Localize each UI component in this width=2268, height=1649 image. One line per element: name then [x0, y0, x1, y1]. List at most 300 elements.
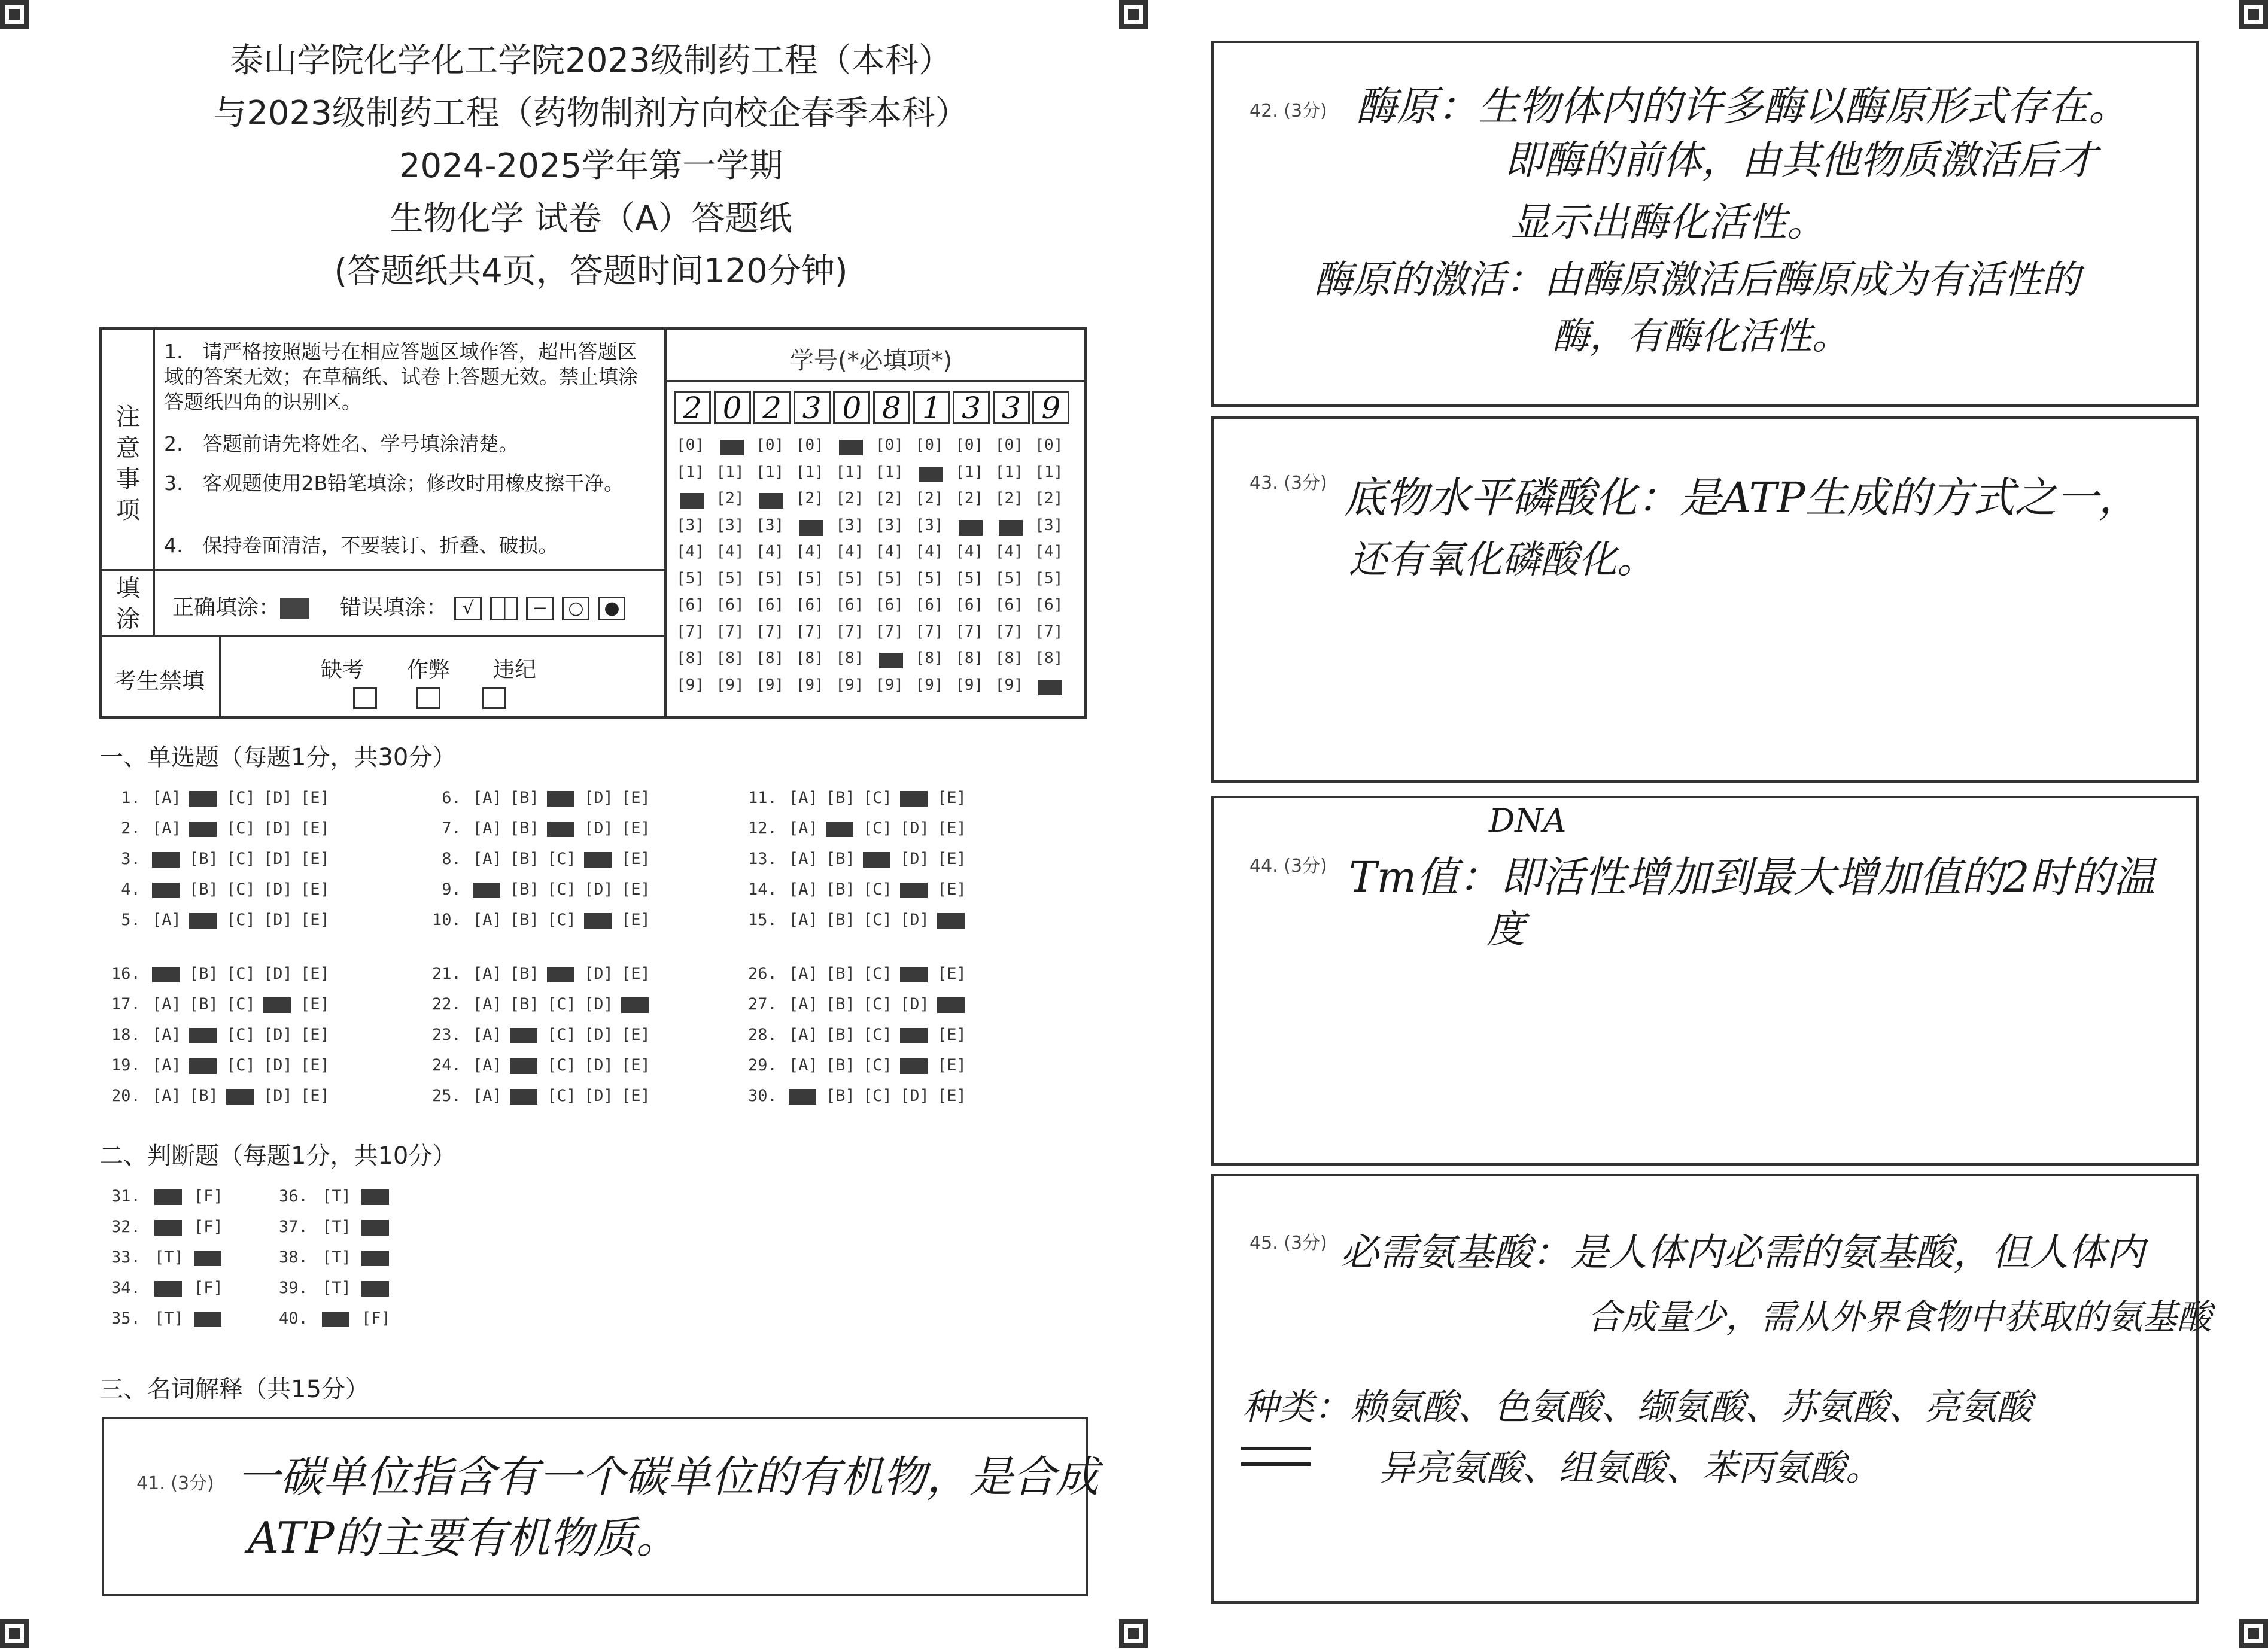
student-id-bubble[interactable]: [1] [795, 463, 824, 481]
student-id-bubble-filled[interactable] [839, 440, 863, 455]
mc-option[interactable]: [C] [863, 911, 892, 929]
mc-option[interactable]: [D] [263, 880, 293, 899]
mc-option-filled[interactable] [189, 822, 217, 837]
mc-option[interactable]: [A] [789, 1026, 818, 1044]
mc-option[interactable]: [E] [621, 911, 650, 929]
mc-option-filled[interactable] [510, 1058, 537, 1074]
student-id-bubble[interactable]: [2] [1035, 489, 1063, 507]
student-id-bubble[interactable]: [5] [835, 569, 864, 588]
mc-option[interactable]: [B] [189, 880, 218, 899]
mc-question-number: 30. [748, 1087, 777, 1105]
mc-option[interactable]: [E] [937, 965, 966, 983]
tf-option[interactable]: [T] [322, 1248, 351, 1267]
mc-option-filled[interactable] [189, 791, 217, 807]
mc-option[interactable]: [A] [152, 995, 181, 1014]
student-id-bubble[interactable]: [1] [955, 463, 984, 481]
mc-option[interactable]: [E] [621, 819, 650, 838]
forbidden-option-cheat: 作弊 [407, 658, 451, 682]
violation-checkbox[interactable] [482, 687, 506, 709]
tf-option-filled[interactable] [361, 1220, 389, 1236]
student-id-bubble[interactable]: [4] [955, 543, 984, 561]
tf-option-filled[interactable] [361, 1281, 389, 1297]
tf-question-number: 40. [279, 1309, 308, 1328]
student-id-bubble[interactable]: [4] [1035, 543, 1063, 561]
mc-option[interactable]: [D] [584, 965, 613, 983]
mc-option-filled[interactable] [189, 913, 217, 929]
student-id-bubble[interactable]: [2] [875, 489, 904, 507]
mc-option[interactable]: [C] [226, 789, 256, 807]
student-id-bubble[interactable]: [7] [676, 622, 704, 641]
mc-option[interactable]: [E] [300, 995, 330, 1014]
answer-box-42[interactable] [1211, 41, 2199, 407]
tf-question-number: 37. [279, 1218, 308, 1236]
mc-option[interactable]: [A] [473, 789, 502, 807]
student-id-bubble-filled[interactable] [879, 653, 903, 668]
student-id-bubble-filled[interactable] [1038, 680, 1062, 695]
mc-option[interactable]: [E] [621, 1056, 650, 1075]
student-id-bubble[interactable]: [6] [835, 596, 864, 614]
mc-option-filled[interactable] [473, 883, 500, 898]
student-id-bubble[interactable]: [9] [955, 676, 984, 694]
student-id-bubble[interactable]: [1] [835, 463, 864, 481]
student-id-bubble[interactable]: [0] [1035, 436, 1063, 454]
student-id-bubble[interactable]: [2] [915, 489, 944, 507]
tf-option[interactable]: [F] [361, 1309, 391, 1328]
mc-option[interactable]: [B] [826, 1026, 855, 1044]
mc-option[interactable]: [A] [152, 789, 181, 807]
student-id-bubble[interactable]: [6] [915, 596, 944, 614]
student-id-bubble[interactable]: [1] [676, 463, 704, 481]
student-id-bubble[interactable]: [0] [795, 436, 824, 454]
mc-option[interactable]: [A] [473, 1056, 502, 1075]
mc-option[interactable]: [A] [152, 911, 181, 929]
student-id-bubble[interactable]: [8] [995, 649, 1023, 667]
mc-option[interactable]: [E] [300, 819, 330, 838]
student-id-bubble[interactable]: [6] [875, 596, 904, 614]
mc-option[interactable]: [C] [863, 1026, 892, 1044]
mc-option[interactable]: [B] [510, 819, 539, 838]
student-id-bubble[interactable]: [8] [915, 649, 944, 667]
mc-option[interactable]: [B] [189, 850, 218, 868]
student-id-bubble[interactable]: [7] [835, 622, 864, 641]
student-id-bubble[interactable]: [7] [915, 622, 944, 641]
mc-option[interactable]: [C] [863, 789, 892, 807]
student-id-bubble[interactable]: [2] [795, 489, 824, 507]
tf-option[interactable]: [T] [322, 1279, 351, 1297]
mc-option[interactable]: [E] [937, 880, 966, 899]
student-id-bubble[interactable]: [4] [835, 543, 864, 561]
tf-option[interactable]: [F] [194, 1218, 223, 1236]
mc-option-filled[interactable] [826, 822, 853, 837]
mc-option[interactable]: [B] [826, 911, 855, 929]
mc-option[interactable]: [C] [226, 819, 256, 838]
mc-option[interactable]: [A] [152, 819, 181, 838]
student-id-bubble[interactable]: [5] [955, 569, 984, 588]
mc-option[interactable]: [C] [547, 911, 576, 929]
mc-option-filled[interactable] [900, 1058, 928, 1074]
mc-option[interactable]: [D] [584, 880, 613, 899]
answer-box-43[interactable] [1211, 416, 2199, 783]
mc-option[interactable]: [B] [826, 995, 855, 1014]
mc-option-filled[interactable] [510, 1089, 537, 1105]
tf-option[interactable]: [F] [194, 1279, 223, 1297]
student-id-bubble[interactable]: [0] [995, 436, 1023, 454]
student-id-bubble[interactable]: [8] [676, 649, 704, 667]
student-id-bubble[interactable]: [3] [835, 516, 864, 534]
student-id-bubble[interactable]: [1] [756, 463, 785, 481]
question-45-label: 45. (3分) [1249, 1233, 1327, 1254]
tf-option-filled[interactable] [194, 1251, 221, 1266]
student-id-bubble[interactable]: [4] [676, 543, 704, 561]
mc-option[interactable]: [C] [547, 1056, 576, 1075]
mc-option-filled[interactable] [937, 913, 965, 929]
mc-option[interactable]: [D] [263, 911, 293, 929]
mc-option-filled[interactable] [226, 1089, 254, 1105]
mc-option-filled[interactable] [900, 967, 928, 982]
mc-option[interactable]: [B] [826, 850, 855, 868]
mc-option[interactable]: [B] [510, 850, 539, 868]
mc-option[interactable]: [E] [300, 911, 330, 929]
mc-option[interactable]: [A] [473, 850, 502, 868]
answer-box-45[interactable] [1211, 1174, 2212, 1604]
mc-option[interactable]: [E] [937, 819, 966, 838]
student-id-bubble[interactable]: [8] [795, 649, 824, 667]
mc-option[interactable]: [A] [152, 1087, 181, 1105]
student-id-bubble[interactable]: [8] [835, 649, 864, 667]
mc-option[interactable]: [C] [226, 1056, 256, 1075]
mc-option[interactable]: [B] [826, 1087, 855, 1105]
student-id-bubble[interactable]: [9] [995, 676, 1023, 694]
mc-option[interactable]: [C] [863, 965, 892, 983]
student-id-bubble[interactable]: [0] [955, 436, 984, 454]
mc-option[interactable]: [B] [510, 995, 539, 1014]
mc-option[interactable]: [C] [863, 1056, 892, 1075]
mc-option-filled[interactable] [584, 852, 612, 868]
tf-option-filled[interactable] [154, 1281, 182, 1297]
mc-option[interactable]: [A] [473, 1087, 502, 1105]
student-id-bubble[interactable]: [4] [795, 543, 824, 561]
answer-44-annotation: DNA [1489, 802, 1567, 839]
mc-option-filled[interactable] [152, 883, 180, 898]
mc-option[interactable]: [D] [584, 789, 613, 807]
mc-option[interactable]: [D] [584, 1087, 613, 1105]
student-id-bubble[interactable]: [9] [716, 676, 744, 694]
student-id-bubble[interactable]: [8] [1035, 649, 1063, 667]
mc-option[interactable]: [C] [863, 880, 892, 899]
student-id-bubble[interactable]: [0] [676, 436, 704, 454]
mc-question-number: 4. [111, 880, 141, 899]
student-id-bubble[interactable]: [5] [716, 569, 744, 588]
tf-option[interactable]: [T] [154, 1248, 184, 1267]
mc-question-number: 17. [111, 995, 141, 1014]
answer-box-41[interactable] [102, 1417, 1099, 1596]
student-id-bubble-filled[interactable] [919, 467, 943, 482]
student-id-bubble[interactable]: [5] [795, 569, 824, 588]
mc-option[interactable]: [C] [547, 880, 576, 899]
mc-option[interactable]: [C] [863, 819, 892, 838]
student-id-bubble[interactable]: [4] [995, 543, 1023, 561]
student-id-bubble[interactable]: [5] [915, 569, 944, 588]
mc-option-filled[interactable] [189, 1028, 217, 1043]
answer-box-44[interactable] [1211, 796, 2199, 1166]
mc-option[interactable]: [B] [826, 880, 855, 899]
mc-option[interactable]: [A] [789, 789, 818, 807]
mc-option[interactable]: [E] [621, 1026, 650, 1044]
mc-option[interactable]: [A] [473, 1026, 502, 1044]
mc-option[interactable]: [E] [300, 880, 330, 899]
mc-option[interactable]: [A] [473, 819, 502, 838]
student-id-bubble[interactable]: [6] [1035, 596, 1063, 614]
mc-option[interactable]: [C] [547, 995, 576, 1014]
student-id-bubble[interactable]: [4] [756, 543, 785, 561]
mc-option[interactable]: [D] [263, 1026, 293, 1044]
student-id-bubble-filled[interactable] [680, 493, 704, 509]
mc-option[interactable]: [C] [547, 850, 576, 868]
mc-option-filled[interactable] [510, 1028, 537, 1043]
mc-option[interactable]: [E] [937, 789, 966, 807]
student-id-bubble[interactable]: [5] [875, 569, 904, 588]
mc-option[interactable]: [D] [263, 965, 293, 983]
mc-option-filled[interactable] [152, 967, 180, 982]
student-id-bubble[interactable]: [7] [756, 622, 785, 641]
mc-option[interactable]: [C] [863, 995, 892, 1014]
student-id-bubble[interactable]: [9] [875, 676, 904, 694]
mc-option-filled[interactable] [547, 822, 574, 837]
mc-option[interactable]: [D] [263, 789, 293, 807]
mc-option[interactable]: [A] [152, 1056, 181, 1075]
mc-option-filled[interactable] [621, 997, 649, 1013]
student-id-bubble[interactable]: [0] [915, 436, 944, 454]
student-id-bubble[interactable]: [8] [955, 649, 984, 667]
student-id-bubble-filled[interactable] [999, 520, 1023, 536]
mc-option[interactable]: [C] [226, 850, 256, 868]
mc-option[interactable]: [A] [789, 850, 818, 868]
tf-option-filled[interactable] [154, 1189, 182, 1205]
mc-option[interactable]: [B] [189, 995, 218, 1014]
student-id-bubble[interactable]: [3] [915, 516, 944, 534]
student-id-bubble[interactable]: [7] [875, 622, 904, 641]
mc-option[interactable]: [C] [547, 1026, 576, 1044]
student-id-bubble[interactable]: [6] [795, 596, 824, 614]
mc-option[interactable]: [B] [189, 1087, 218, 1105]
student-id-bubble[interactable]: [5] [995, 569, 1023, 588]
tf-option-filled[interactable] [361, 1251, 389, 1266]
student-id-bubble[interactable]: [2] [955, 489, 984, 507]
student-id-bubble[interactable]: [9] [756, 676, 785, 694]
tf-option-filled[interactable] [361, 1189, 389, 1205]
mc-option-filled[interactable] [547, 967, 574, 982]
student-id-bubble[interactable]: [3] [1035, 516, 1063, 534]
student-id-bubble[interactable]: [8] [716, 649, 744, 667]
mc-option-filled[interactable] [937, 997, 965, 1013]
mc-option[interactable]: [D] [263, 1056, 293, 1075]
student-id-bubble[interactable]: [9] [915, 676, 944, 694]
mc-option[interactable]: [C] [547, 1087, 576, 1105]
mc-option[interactable]: [B] [510, 880, 539, 899]
student-id-bubble[interactable]: [5] [1035, 569, 1063, 588]
student-id-bubble[interactable]: [6] [955, 596, 984, 614]
student-id-bubble[interactable]: [4] [915, 543, 944, 561]
wrong-sample-dash: − [526, 597, 554, 620]
mc-option[interactable]: [E] [621, 965, 650, 983]
student-id-bubble[interactable]: [5] [676, 569, 704, 588]
mc-option-filled[interactable] [900, 883, 928, 898]
tf-option[interactable]: [F] [194, 1187, 223, 1206]
student-id-bubble[interactable]: [1] [875, 463, 904, 481]
student-id-bubble[interactable]: [5] [756, 569, 785, 588]
mc-option[interactable]: [B] [510, 789, 539, 807]
student-id-bubble[interactable]: [1] [1035, 463, 1063, 481]
mc-option[interactable]: [B] [189, 965, 218, 983]
student-id-bubble[interactable]: [7] [795, 622, 824, 641]
answer-44-line-1: Tm值：即活性增加到最大增加值的2时的温 [1349, 853, 2155, 902]
tf-option-filled[interactable] [194, 1312, 221, 1327]
student-id-bubble[interactable]: [0] [875, 436, 904, 454]
student-id-bubble[interactable]: [1] [716, 463, 744, 481]
student-id-bubble[interactable]: [2] [995, 489, 1023, 507]
mc-option[interactable]: [D] [900, 850, 929, 868]
student-id-bubble[interactable]: [7] [995, 622, 1023, 641]
mc-option[interactable]: [A] [473, 965, 502, 983]
mc-option[interactable]: [D] [900, 819, 929, 838]
student-id-bubble[interactable]: [6] [716, 596, 744, 614]
absent-checkbox[interactable] [353, 687, 377, 709]
student-id-bubble[interactable]: [6] [756, 596, 785, 614]
tf-option-filled[interactable] [154, 1220, 182, 1236]
student-id-digit-8: 3 [953, 391, 990, 424]
student-id-bubble[interactable]: [7] [955, 622, 984, 641]
mc-option[interactable]: [E] [621, 789, 650, 807]
mc-option[interactable]: [D] [263, 819, 293, 838]
crossed-out-scribble [1241, 1447, 1311, 1466]
student-id-bubble[interactable]: [9] [795, 676, 824, 694]
mc-option[interactable]: [B] [826, 1056, 855, 1075]
student-id-bubble-filled[interactable] [799, 520, 823, 536]
student-id-bubble-filled[interactable] [759, 493, 783, 509]
notice-label: 注意事项 [116, 403, 140, 524]
cheat-checkbox[interactable] [416, 687, 440, 709]
mc-option[interactable]: [D] [584, 819, 613, 838]
student-id-bubble[interactable]: [7] [1035, 622, 1063, 641]
mc-option[interactable]: [D] [584, 995, 613, 1014]
mc-option[interactable]: [C] [226, 1026, 256, 1044]
mc-option[interactable]: [E] [300, 789, 330, 807]
mc-option[interactable]: [E] [621, 880, 650, 899]
mc-option[interactable]: [A] [473, 995, 502, 1014]
mc-option[interactable]: [D] [584, 1026, 613, 1044]
mc-option[interactable]: [B] [826, 789, 855, 807]
mc-option[interactable]: [B] [510, 911, 539, 929]
mc-option[interactable]: [A] [473, 911, 502, 929]
student-id-bubble[interactable]: [3] [716, 516, 744, 534]
mc-option-filled[interactable] [263, 997, 291, 1013]
mc-option[interactable]: [E] [300, 965, 330, 983]
corner-mark-bottom-center [1119, 1619, 1148, 1648]
mc-option-filled[interactable] [789, 1089, 816, 1105]
tf-option[interactable]: [T] [322, 1218, 351, 1236]
mc-option[interactable]: [D] [263, 850, 293, 868]
tf-option[interactable]: [T] [154, 1309, 184, 1328]
mc-question-number: 20. [111, 1087, 141, 1105]
student-id-bubble[interactable]: [9] [676, 676, 704, 694]
mc-option[interactable]: [C] [226, 995, 256, 1014]
mc-option[interactable]: [A] [152, 1026, 181, 1044]
mc-question-number: 21. [432, 965, 461, 983]
answer-43-line-1: 底物水平磷酸化：是ATP生成的方式之一， [1344, 473, 2141, 522]
mc-option[interactable]: [D] [900, 1087, 929, 1105]
mc-option[interactable]: [B] [826, 965, 855, 983]
mc-option[interactable]: [A] [789, 965, 818, 983]
mc-option[interactable]: [C] [226, 911, 256, 929]
tf-option[interactable]: [T] [322, 1187, 351, 1206]
mc-option[interactable]: [A] [789, 911, 818, 929]
student-id-bubble[interactable]: [2] [835, 489, 864, 507]
student-id-bubble[interactable]: [0] [756, 436, 785, 454]
mc-option-filled[interactable] [189, 1058, 217, 1074]
mc-option-filled[interactable] [584, 913, 612, 929]
mc-option[interactable]: [E] [300, 1026, 330, 1044]
mc-option[interactable]: [E] [937, 1026, 966, 1044]
student-id-bubble[interactable]: [9] [835, 676, 864, 694]
mc-option[interactable]: [C] [226, 880, 256, 899]
mc-option-filled[interactable] [152, 852, 180, 868]
student-id-bubble[interactable]: [2] [716, 489, 744, 507]
student-id-bubble[interactable]: [7] [716, 622, 744, 641]
student-id-bubble-filled[interactable] [720, 440, 744, 455]
student-id-digit-10: 9 [1032, 391, 1069, 424]
mc-option[interactable]: [A] [789, 819, 818, 838]
mc-option[interactable]: [C] [226, 965, 256, 983]
mc-option[interactable]: [E] [300, 1056, 330, 1075]
student-id-bubble[interactable]: [3] [676, 516, 704, 534]
mc-option[interactable]: [E] [621, 850, 650, 868]
student-id-bubble[interactable]: [3] [756, 516, 785, 534]
mc-option[interactable]: [D] [900, 911, 929, 929]
mc-option[interactable]: [E] [300, 1087, 330, 1105]
mc-option[interactable]: [D] [263, 1087, 293, 1105]
title-line-2: 与2023级制药工程（药物制剂方向校企春季本科） [213, 94, 969, 133]
mc-option[interactable]: [A] [789, 995, 818, 1014]
mc-option[interactable]: [E] [937, 1087, 966, 1105]
mc-option[interactable]: [C] [863, 1087, 892, 1105]
student-id-bubble[interactable]: [6] [676, 596, 704, 614]
student-id-bubble[interactable]: [1] [995, 463, 1023, 481]
student-id-bubble[interactable]: [4] [716, 543, 744, 561]
mc-option[interactable]: [A] [789, 880, 818, 899]
fill-wrong-hint: 错误填涂： √ − ○ ● [340, 591, 634, 621]
mc-option[interactable]: [E] [937, 1056, 966, 1075]
mc-option-filled[interactable] [900, 791, 928, 807]
mc-option[interactable]: [E] [937, 850, 966, 868]
student-id-bubble[interactable]: [8] [756, 649, 785, 667]
tf-option-filled[interactable] [322, 1312, 349, 1327]
student-id-bubble[interactable]: [6] [995, 596, 1023, 614]
mc-option[interactable]: [B] [510, 965, 539, 983]
mc-option[interactable]: [D] [584, 1056, 613, 1075]
mc-option[interactable]: [A] [789, 1056, 818, 1075]
title-line-1: 泰山学院化学化工学院2023级制药工程（本科） [230, 41, 952, 80]
student-id-bubble[interactable]: [3] [875, 516, 904, 534]
mc-option[interactable]: [E] [300, 850, 330, 868]
mc-option-filled[interactable] [547, 791, 574, 807]
mc-option[interactable]: [D] [900, 995, 929, 1014]
student-id-bubble[interactable]: [4] [875, 543, 904, 561]
mc-option-filled[interactable] [900, 1028, 928, 1043]
mc-option-filled[interactable] [863, 852, 890, 868]
mc-option[interactable]: [E] [621, 1087, 650, 1105]
student-id-bubble-filled[interactable] [959, 520, 983, 536]
student-id-digit-4: 3 [794, 391, 831, 424]
